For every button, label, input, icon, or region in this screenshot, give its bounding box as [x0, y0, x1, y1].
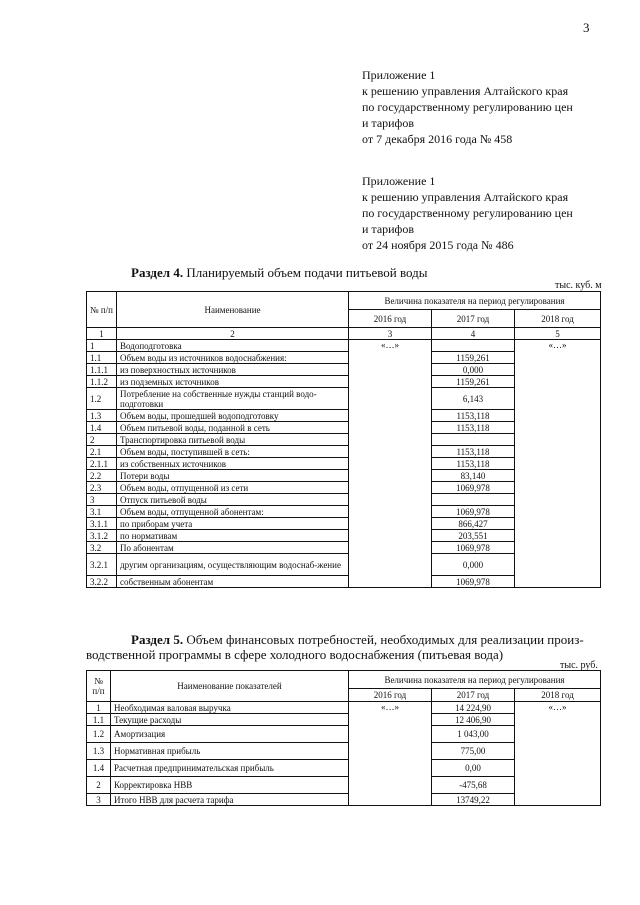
row-num: 3.1	[87, 506, 117, 518]
section5-title-bold: Раздел 5.	[131, 632, 184, 647]
row-num: 2.1	[87, 446, 117, 458]
appendix-old-block	[362, 173, 573, 253]
row-num: 1	[87, 340, 117, 352]
row-value-2017: 1069,978	[432, 482, 515, 494]
row-value-2017: 1 043,00	[432, 726, 515, 743]
section4-title	[131, 265, 428, 281]
row-name: Транспортировка питьевой воды	[117, 434, 349, 446]
row-num: 1.1.1	[87, 364, 117, 376]
appendix-line: и тарифов	[362, 222, 415, 236]
row-name: Объем воды, поступившей в сеть:	[117, 446, 349, 458]
row-value-2017: 6,143	[432, 388, 515, 410]
page-number: 3	[583, 20, 590, 35]
row-num: 1.3	[87, 743, 111, 760]
row-value-2017: 1069,978	[432, 506, 515, 518]
row-name: Корректировка НВВ	[111, 777, 349, 794]
appendix-line: Приложение 1	[362, 68, 436, 82]
row-num: 1	[87, 702, 111, 714]
row-value-2017: 14 224,90	[432, 702, 515, 714]
row-num: 1.1	[87, 714, 111, 726]
row-name: Расчетная предпринимательская прибыль	[111, 760, 349, 777]
col-number: 1	[87, 328, 117, 340]
appendix-new-block	[362, 67, 573, 147]
table-row	[87, 702, 601, 714]
col-number: 4	[432, 328, 515, 340]
row-value-2017: 1159,261	[432, 352, 515, 364]
row-value-2017: 1153,118	[432, 410, 515, 422]
section4-title-bold: Раздел 4.	[131, 265, 184, 280]
row-value-2017: 12 406,90	[432, 714, 515, 726]
header-name: Наименование	[117, 292, 349, 328]
row-num: 2.1.1	[87, 458, 117, 470]
row-name: Объем воды, отпущенной абонентам:	[117, 506, 349, 518]
row-value-2017: 1069,978	[432, 542, 515, 554]
row-num: 1.1.2	[87, 376, 117, 388]
row-num: 1.4	[87, 422, 117, 434]
row-value-2017: 775,00	[432, 743, 515, 760]
row-value-2017	[432, 434, 515, 446]
header-year-2016: 2016 год	[349, 689, 432, 702]
row-name: По абонентам	[117, 542, 349, 554]
row-name: из собственных источников	[117, 458, 349, 470]
row-name: Объем воды из источников водоснабжения:	[117, 352, 349, 364]
section5-title-rest: Объем финансовых потребностей, необходимых для реализации произ-	[183, 632, 584, 647]
header-period: Величина показателя на период регулирования	[349, 292, 601, 310]
appendix-line: от 24 ноября 2015 года № 486	[362, 238, 514, 252]
row-name: из поверхностных источников	[117, 364, 349, 376]
row-name: Потери воды	[117, 470, 349, 482]
row-num: 2	[87, 434, 117, 446]
appendix-line: по государственному регулированию цен	[362, 206, 573, 220]
header-year-2016: 2016 год	[349, 310, 432, 328]
row-name: Объем питьевой воды, поданной в сеть	[117, 422, 349, 434]
section5-title-line2: водственной программы в сфере холодного водоснабжения (питьевая вода)	[86, 647, 504, 662]
merged-2016-cell: «…»	[349, 340, 432, 588]
row-value-2017	[432, 494, 515, 506]
row-value-2017: 0,000	[432, 554, 515, 576]
row-value-2017: 0,00	[432, 760, 515, 777]
row-name: Нормативная прибыль	[111, 743, 349, 760]
row-value-2017: 13749,22	[432, 794, 515, 806]
row-num: 3.2.2	[87, 576, 117, 588]
appendix-line: и тарифов	[362, 116, 415, 130]
row-value-2017: 1153,118	[432, 458, 515, 470]
header-name: Наименование показателей	[111, 671, 349, 702]
section4-title-rest: Планируемый объем подачи питьевой воды	[183, 265, 428, 280]
row-value-2017: 83,140	[432, 470, 515, 482]
appendix-line: к решению управления Алтайского края	[362, 84, 569, 98]
row-num: 2.2	[87, 470, 117, 482]
row-value-2017: 866,427	[432, 518, 515, 530]
row-name: Объем воды, прошедшей водоподготовку	[117, 410, 349, 422]
merged-2018-cell: «…»	[515, 340, 601, 588]
row-name: из подземных источников	[117, 376, 349, 388]
appendix-line: по государственному регулированию цен	[362, 100, 573, 114]
appendix-line: от 7 декабря 2016 года № 458	[362, 132, 513, 146]
row-name: другим организациям, осуществляющим водоснаб-жение	[117, 554, 349, 576]
col-number: 3	[349, 328, 432, 340]
table-row	[87, 340, 601, 352]
section5-title	[131, 632, 584, 648]
row-num: 3.1.2	[87, 530, 117, 542]
row-name: Итого НВВ для расчета тарифа	[111, 794, 349, 806]
section4-table	[86, 291, 601, 588]
section4-unit: тыс. куб. м	[555, 280, 602, 291]
row-num: 2	[87, 777, 111, 794]
row-name: Объем воды, отпущенной из сети	[117, 482, 349, 494]
row-value-2017	[432, 340, 515, 352]
row-num: 3.2.1	[87, 554, 117, 576]
row-value-2017: 1159,261	[432, 376, 515, 388]
header-year-2017: 2017 год	[432, 689, 515, 702]
row-num: 1.2	[87, 726, 111, 743]
row-name: по приборам учета	[117, 518, 349, 530]
appendix-line: Приложение 1	[362, 174, 436, 188]
header-year-2018: 2018 год	[515, 689, 601, 702]
col-number: 5	[515, 328, 601, 340]
row-num: 3.2	[87, 542, 117, 554]
section5-unit: тыс. руб.	[560, 660, 598, 671]
row-name: Амортизация	[111, 726, 349, 743]
row-value-2017: 0,000	[432, 364, 515, 376]
row-value-2017: 1153,118	[432, 446, 515, 458]
row-num: 3.1.1	[87, 518, 117, 530]
row-name: собственным абонентам	[117, 576, 349, 588]
header-num: № п/п	[87, 671, 111, 702]
header-num: № п/п	[87, 292, 117, 328]
row-name: Необходимая валовая выручка	[111, 702, 349, 714]
appendix-line: к решению управления Алтайского края	[362, 190, 569, 204]
row-name: Текущие расходы	[111, 714, 349, 726]
row-num: 3	[87, 494, 117, 506]
row-value-2017: 1153,118	[432, 422, 515, 434]
row-num: 3	[87, 794, 111, 806]
header-period: Величина показателя на период регулирования	[349, 671, 601, 689]
row-num: 1.4	[87, 760, 111, 777]
row-value-2017: 1069,978	[432, 576, 515, 588]
merged-2018-cell: «…»	[515, 702, 601, 806]
row-num: 1.3	[87, 410, 117, 422]
row-num: 1.2	[87, 388, 117, 410]
row-name: Отпуск питьевой воды	[117, 494, 349, 506]
row-name: по нормативам	[117, 530, 349, 542]
row-value-2017: 203,551	[432, 530, 515, 542]
row-name: Потребление на собственные нужды станций водо-подготовки	[117, 388, 349, 410]
section5-table	[86, 670, 601, 806]
header-year-2017: 2017 год	[432, 310, 515, 328]
header-year-2018: 2018 год	[515, 310, 601, 328]
row-name: Водоподготовка	[117, 340, 349, 352]
merged-2016-cell: «…»	[349, 702, 432, 806]
row-value-2017: -475,68	[432, 777, 515, 794]
col-number: 2	[117, 328, 349, 340]
row-num: 1.1	[87, 352, 117, 364]
row-num: 2.3	[87, 482, 117, 494]
